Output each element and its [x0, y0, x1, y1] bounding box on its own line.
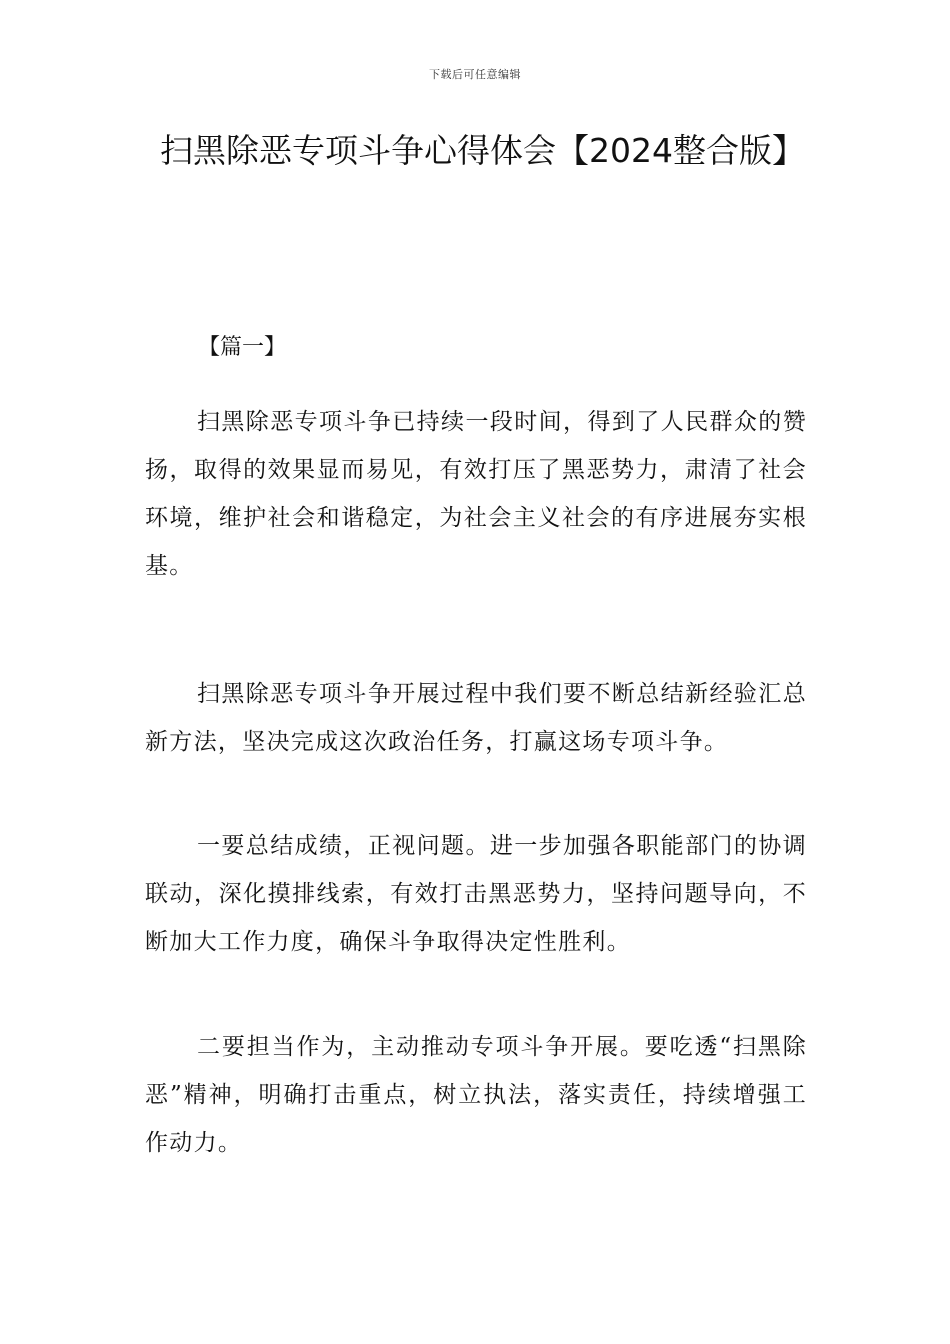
paragraph-4: 二要担当作为，主动推动专项斗争开展。要吃透“扫黑除恶”精神，明确打击重点，树立执法，落实责任，持续增强工作动力。: [145, 1034, 807, 1156]
document-title: 扫黑除恶专项斗争心得体会【2024整合版】: [160, 131, 805, 170]
paragraph-3: 一要总结成绩，正视问题。进一步加强各职能部门的协调联动，深化摸排线索，有效打击黑恶势力，坚持问题导向，不断加大工作力度，确保斗争取得决定性胜利。: [145, 833, 807, 955]
paragraph-2: 扫黑除恶专项斗争开展过程中我们要不断总结新经验汇总新方法，坚决完成这次政治任务，打赢这场专项斗争。: [145, 681, 807, 755]
section-label: 【篇一】: [198, 335, 287, 360]
header-note: 下载后可任意编辑: [429, 68, 521, 81]
paragraph-1: 扫黑除恶专项斗争已持续一段时间，得到了人民群众的赞扬，取得的效果显而易见，有效打压了黑恶势力，肃清了社会环境，维护社会和谐稳定，为社会主义社会的有序进展夯实根基。: [145, 409, 807, 579]
